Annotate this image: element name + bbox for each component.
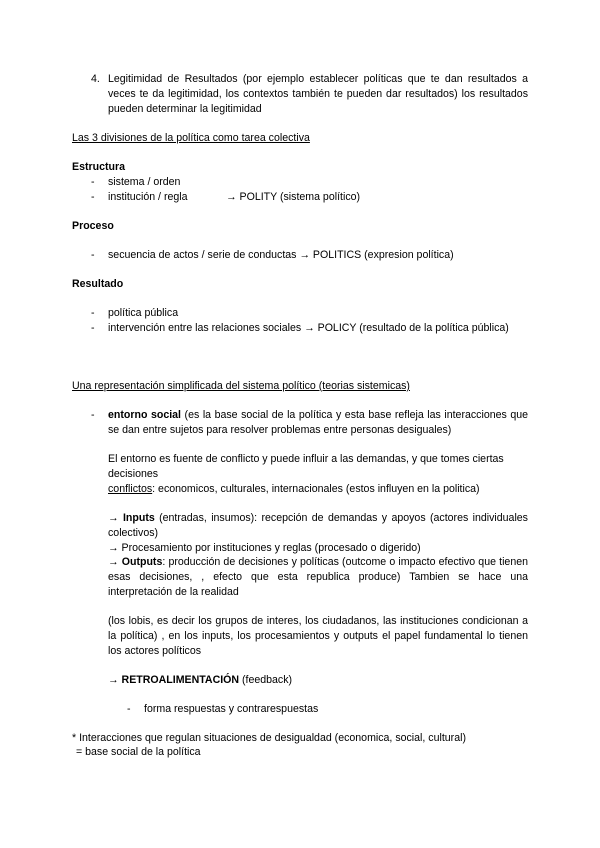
lobis-paragraph: (los lobis, es decir los grupos de interes, los ciudadanos, las instituciones condicionan a la política) , en los inputs, los procesamientos y outputs el papel fundamental lo tienen los actores políticos — [108, 615, 528, 657]
inputs-text: (entradas, insumos): recepción de demandas y apoyos (actores individuales colectivos) — [108, 512, 528, 539]
outputs-text: : producción de decisiones y políticas (outcome o impacto efectivo que tienen esas decisiones, , efecto que esta republica produce) Tambien se hace una interpretación de la realidad — [108, 556, 528, 598]
bullet: - — [91, 176, 95, 188]
item4-text: Legitimidad de Resultados (por ejemplo establecer políticas que te dan resultados a veces te da legitimidad, los contextos también te pueden dar resultados) los resultados pueden determinar la legitimidad — [108, 73, 528, 115]
resultado-item-1: política pública — [108, 307, 179, 319]
conflictos-text: : economicos, culturales, internacionales (estos influyen en la politica) — [152, 483, 480, 495]
proceso-item-1: secuencia de actos / serie de conductas → POLITICS (expresion política) — [108, 249, 454, 261]
bullet: - — [91, 191, 95, 203]
retro-arrow: → — [108, 674, 122, 686]
list-number-4: 4. — [91, 73, 100, 85]
resultado-title: Resultado — [72, 278, 124, 290]
conflictos-paragraph — [108, 482, 528, 497]
bullet: - — [91, 322, 95, 334]
bullet: - — [91, 307, 95, 319]
conflictos-label: conflictos — [108, 483, 153, 495]
retro-label: RETROALIMENTACIÓN — [121, 674, 240, 686]
outputs-label: Outputs — [121, 556, 163, 568]
estructura-item-1: sistema / orden — [108, 176, 181, 188]
bullet: - — [91, 409, 95, 421]
bullet: - — [91, 249, 95, 261]
entorno-text: (es la base social de la política y esta base refleja las interacciones que se dan entre sujetos para resolver problemas entre personas desiguales) — [108, 409, 529, 436]
bullet: - — [127, 703, 131, 715]
footnote-line-2: = base social de la política — [76, 746, 201, 758]
outputs-paragraph — [108, 555, 528, 600]
estructura-title: Estructura — [72, 161, 125, 173]
conflict-text: El entorno es fuente de conflicto y puede influir a las demandas, y que tomes ciertas decisiones — [108, 453, 504, 480]
estructura-item-2-result: → POLITY (sistema político) — [226, 191, 361, 203]
proceso-title: Proceso — [72, 220, 114, 232]
divisions-heading: Las 3 divisiones de la política como tarea colectiva — [72, 132, 310, 144]
footnote-line-1: * Interacciones que regulan situaciones de desigualdad (economica, social, cultural) — [72, 732, 466, 744]
resultado-item-2: intervención entre las relaciones sociales → POLICY (resultado de la política pública) — [108, 322, 509, 334]
inputs-paragraph — [108, 511, 528, 541]
system-heading: Una representación simplificada del sistema político (teorias sistemicas) — [72, 380, 410, 392]
retro-paragraph — [108, 673, 292, 688]
estructura-item-2: institución / regla — [108, 191, 188, 203]
entorno-paragraph — [108, 408, 528, 438]
outputs-arrow: → — [108, 556, 122, 568]
inputs-arrow: → — [108, 512, 123, 524]
retro-text: (feedback) — [239, 674, 293, 686]
entorno-label: entorno social — [108, 409, 182, 421]
retro-item: forma respuestas y contrarespuestas — [144, 703, 319, 715]
inputs-label: Inputs — [122, 512, 155, 524]
procesamiento-text: → Procesamiento por instituciones y reglas (procesado o digerido) — [108, 542, 421, 554]
